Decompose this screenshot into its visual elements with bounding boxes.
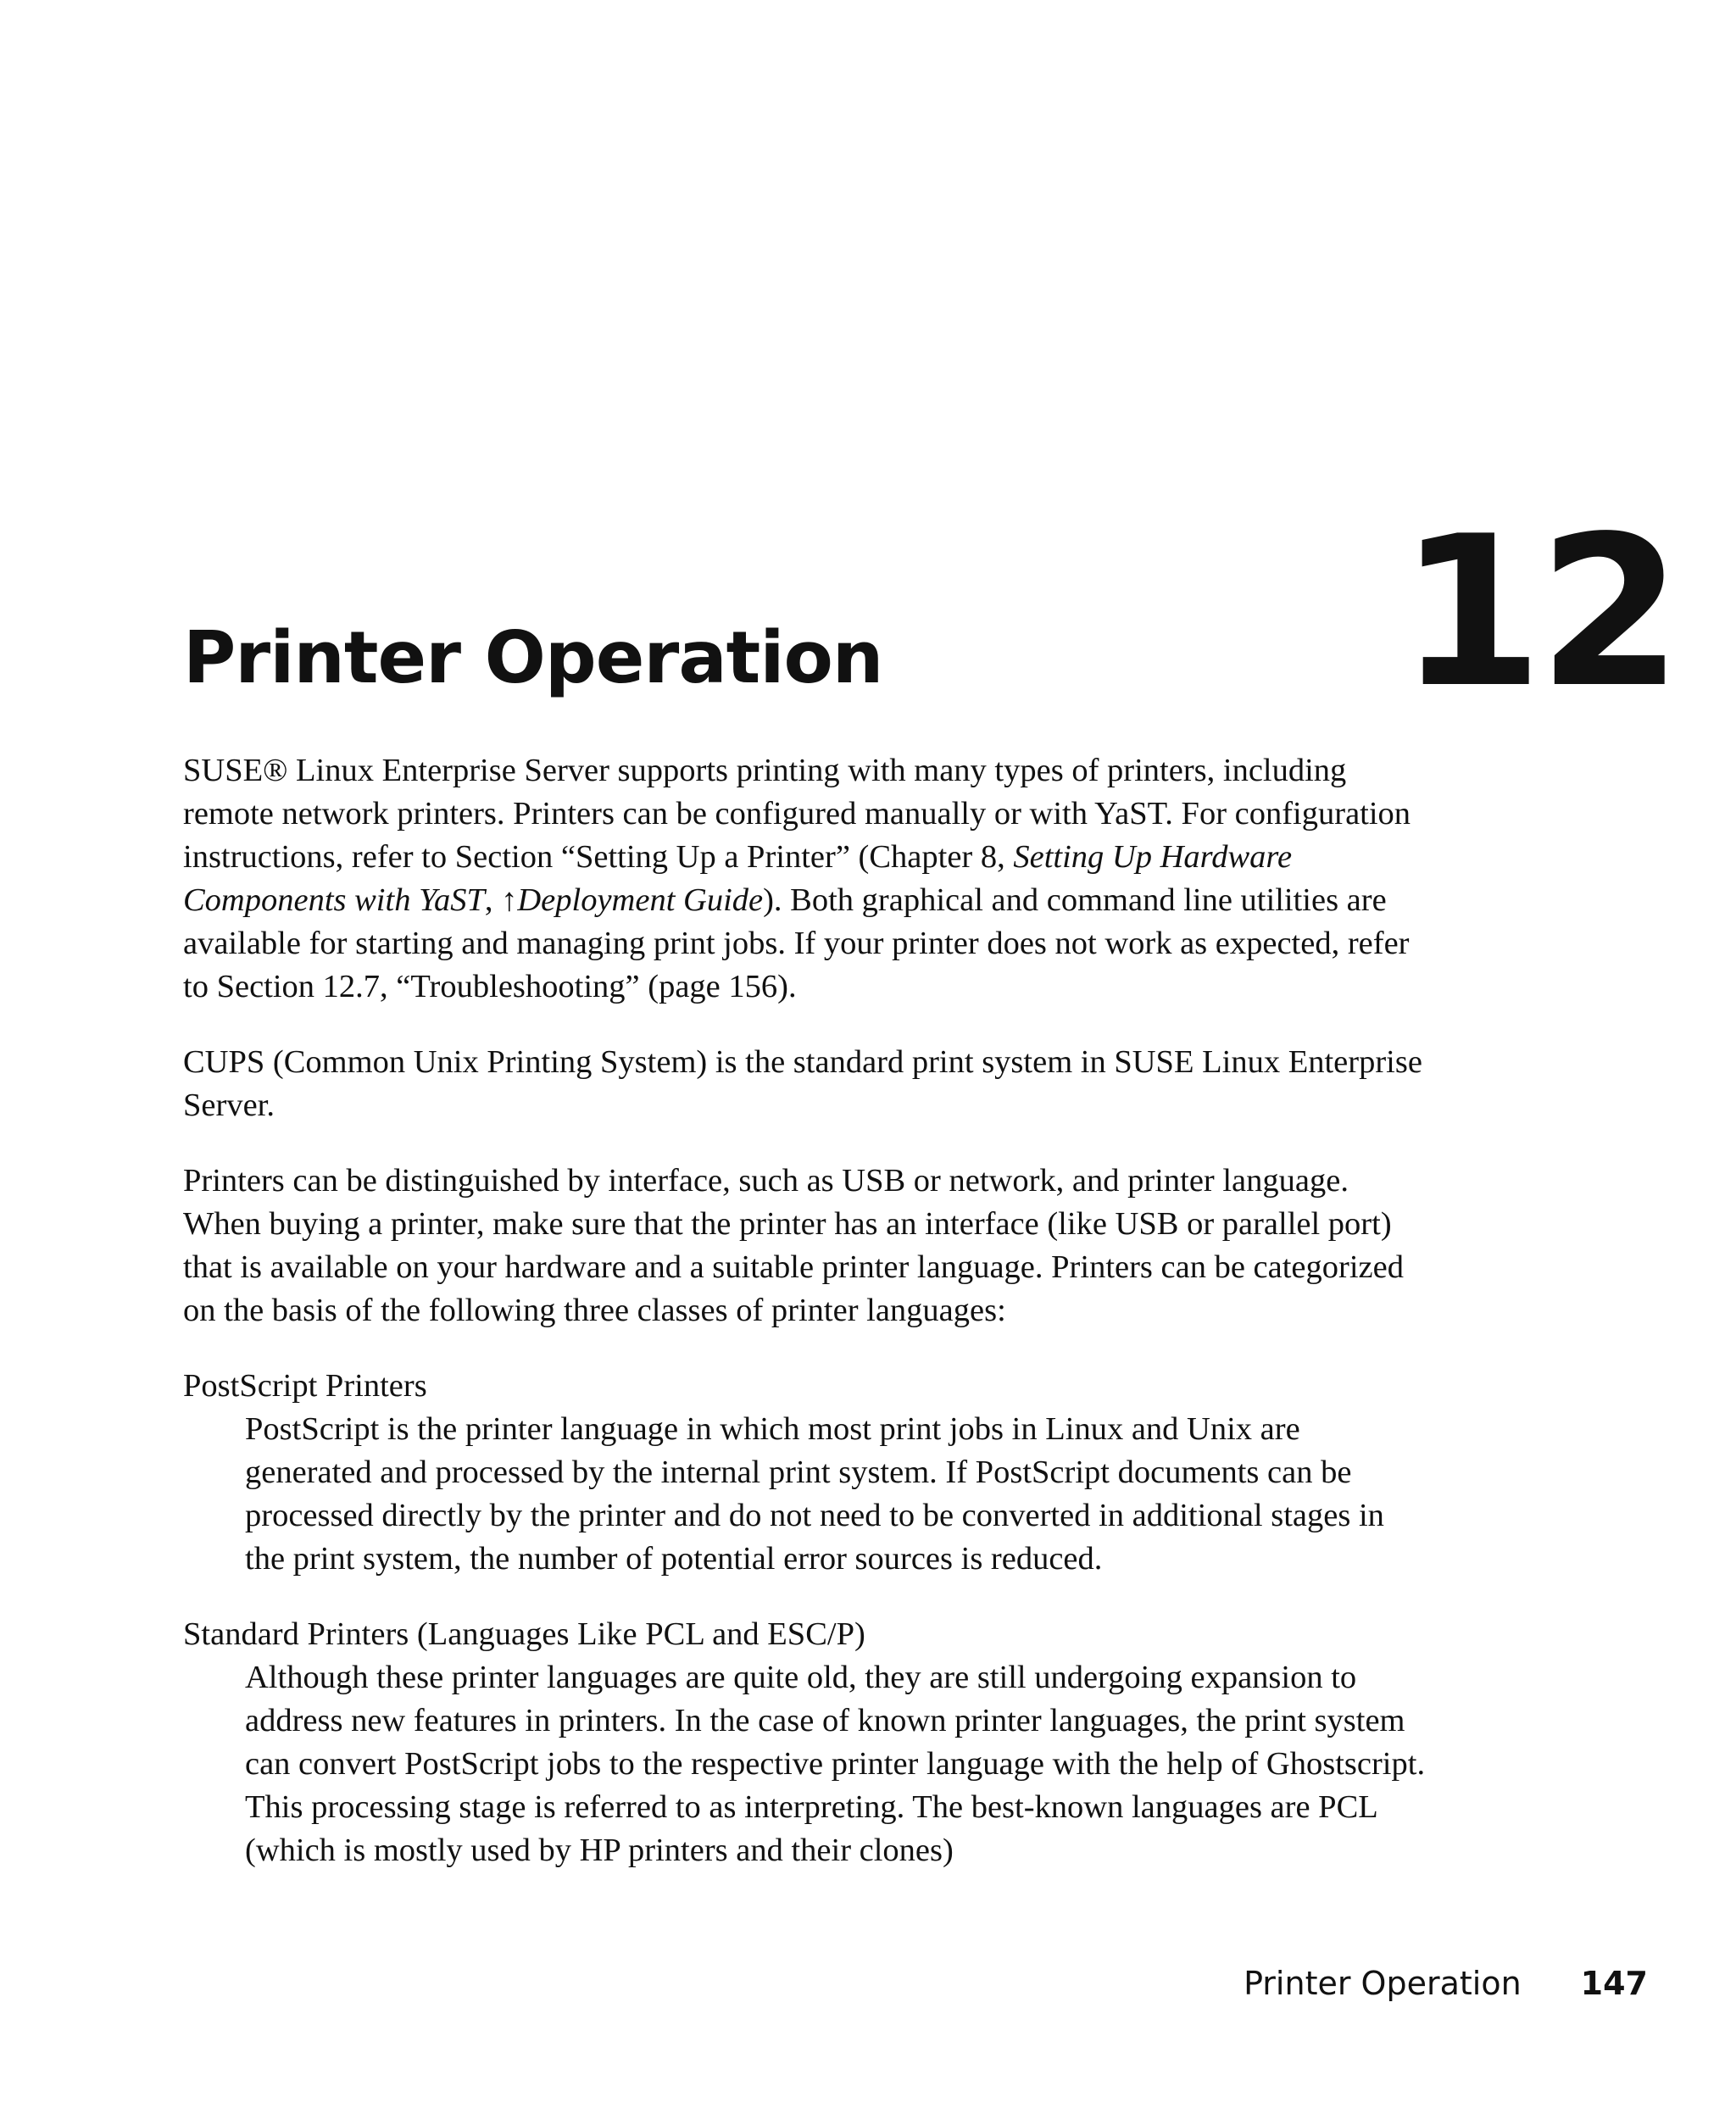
intro-text-b: , ↑ <box>484 882 518 918</box>
intro-text-a: SUSE® Linux Enterprise Server supports printing with many types of printers, including remote network printers. Printers can be configured manually or with YaST. For configuration instructions, refer to Section “Setting Up a Printer” (Chapter 8, <box>183 753 1411 875</box>
book-title: Setting Up Hardware Components with YaST <box>183 839 1293 918</box>
definition-list <box>183 1365 1429 1872</box>
cups-paragraph: CUPS (Common Unix Printing System) is the standard print system in SUSE Linux Enterprise Server. <box>183 1044 1422 1123</box>
chapter-title: Printer Operation <box>183 616 883 700</box>
languages-paragraph: Printers can be distinguished by interface, such as USB or network, and printer language. When buying a printer, make sure that the printer has an interface (like USB or parallel port) that is available on your hardware and a suitable printer language. Printers can be categorized on the basis of the following three classes of printer languages: <box>183 1163 1404 1328</box>
page-number: 147 <box>1580 1965 1648 2002</box>
definition-term: Standard Printers (Languages Like PCL and ESC/P) <box>183 1616 865 1652</box>
chapter-number: 12 <box>1399 492 1678 733</box>
definition-description: Although these printer languages are quite old, they are still undergoing expansion to address new features in printers. In the case of known printer languages, the print system can convert PostScript jobs to the respective printer language with the help of Ghostscript. This processing stage is referred to as interpreting. The best-known languages are PCL (which is mostly used by HP printers and their clones) <box>245 1660 1426 1868</box>
body-text <box>183 749 1429 1905</box>
definition-term: PostScript Printers <box>183 1368 427 1404</box>
page-footer <box>1244 1965 1648 2004</box>
definition-description: PostScript is the printer language in which most print jobs in Linux and Unix are generated and processed by the internal print system. If PostScript documents can be processed directly by the printer and do not need to be converted in additional stages in the print system, the number of potential error sources is reduced. <box>245 1411 1384 1577</box>
guide-title: Deployment Guide <box>517 882 764 918</box>
intro-text-c: ). Both graphical and command line utilities are available for starting and managing print jobs. If your printer does not work as expected, refer to Section 12.7, “Troubleshooting” (page 156). <box>183 882 1410 1004</box>
intro-paragraph <box>183 749 1429 1009</box>
footer-title: Printer Operation <box>1244 1965 1522 2002</box>
